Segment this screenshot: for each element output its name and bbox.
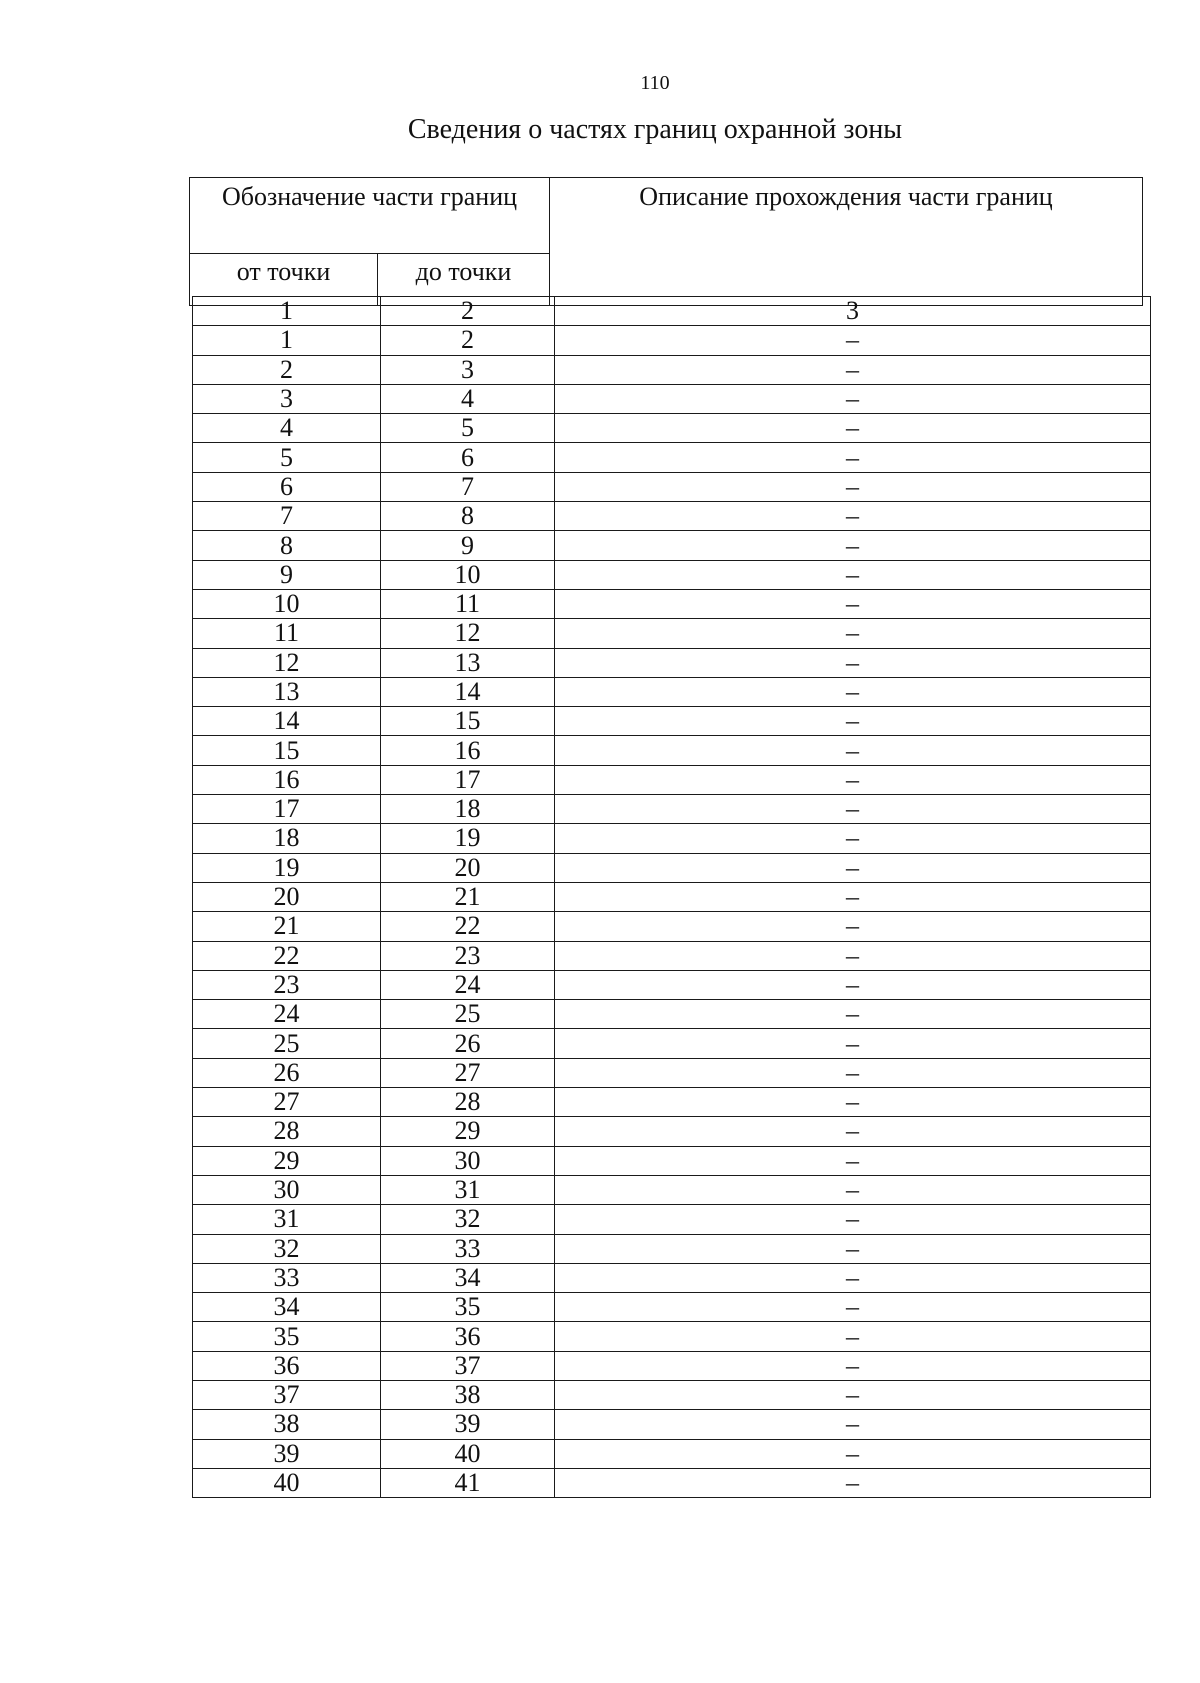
- description-cell: –: [555, 1234, 1151, 1263]
- to-point-cell: 7: [381, 472, 555, 501]
- description-cell: –: [555, 1029, 1151, 1058]
- table-row: [193, 824, 1151, 853]
- table-row: [193, 1029, 1151, 1058]
- description-cell: –: [555, 1439, 1151, 1468]
- table-row: [193, 560, 1151, 589]
- from-point-cell: 20: [193, 882, 381, 911]
- description-cell: –: [555, 912, 1151, 941]
- from-point-cell: 10: [193, 589, 381, 618]
- to-point-cell: 8: [381, 502, 555, 531]
- table-row: [193, 472, 1151, 501]
- table-body: [193, 297, 1151, 1498]
- to-point-cell: 32: [381, 1205, 555, 1234]
- description-cell: –: [555, 560, 1151, 589]
- table-row: [193, 1351, 1151, 1380]
- table-row: [193, 765, 1151, 794]
- to-point-cell: 21: [381, 882, 555, 911]
- description-cell: –: [555, 1088, 1151, 1117]
- from-point-cell: 15: [193, 736, 381, 765]
- from-point-cell: 30: [193, 1175, 381, 1204]
- to-point-cell: 16: [381, 736, 555, 765]
- table-row: [193, 1293, 1151, 1322]
- table-row: [193, 912, 1151, 941]
- from-point-cell: 34: [193, 1293, 381, 1322]
- description-cell: –: [555, 648, 1151, 677]
- table-row: [193, 531, 1151, 560]
- table-row: [193, 443, 1151, 472]
- description-cell: –: [555, 326, 1151, 355]
- to-point-cell: 35: [381, 1293, 555, 1322]
- to-point-cell: 14: [381, 677, 555, 706]
- table-row: [193, 355, 1151, 384]
- header-boundary-description: Описание прохождения части границ: [550, 178, 1143, 306]
- from-point-cell: 38: [193, 1410, 381, 1439]
- from-point-cell: 32: [193, 1234, 381, 1263]
- to-point-cell: 29: [381, 1117, 555, 1146]
- description-cell: –: [555, 619, 1151, 648]
- to-point-cell: 19: [381, 824, 555, 853]
- column-number: 3: [555, 297, 1151, 326]
- description-cell: –: [555, 882, 1151, 911]
- from-point-cell: 28: [193, 1117, 381, 1146]
- column-number: 2: [381, 297, 555, 326]
- to-point-cell: 18: [381, 795, 555, 824]
- from-point-cell: 21: [193, 912, 381, 941]
- from-point-cell: 40: [193, 1468, 381, 1497]
- to-point-cell: 41: [381, 1468, 555, 1497]
- table-header: [189, 177, 1143, 306]
- from-point-cell: 11: [193, 619, 381, 648]
- to-point-cell: 36: [381, 1322, 555, 1351]
- table-row: [193, 707, 1151, 736]
- from-point-cell: 39: [193, 1439, 381, 1468]
- header-boundary-designation: Обозначение части границ: [190, 178, 550, 254]
- to-point-cell: 39: [381, 1410, 555, 1439]
- to-point-cell: 34: [381, 1263, 555, 1292]
- to-point-cell: 30: [381, 1146, 555, 1175]
- to-point-cell: 15: [381, 707, 555, 736]
- to-point-cell: 26: [381, 1029, 555, 1058]
- to-point-cell: 25: [381, 1000, 555, 1029]
- table-row: [193, 619, 1151, 648]
- to-point-cell: 5: [381, 414, 555, 443]
- from-point-cell: 18: [193, 824, 381, 853]
- to-point-cell: 28: [381, 1088, 555, 1117]
- table-row: [193, 853, 1151, 882]
- to-point-cell: 22: [381, 912, 555, 941]
- to-point-cell: 13: [381, 648, 555, 677]
- description-cell: –: [555, 1263, 1151, 1292]
- description-cell: –: [555, 1117, 1151, 1146]
- table-row: [193, 1468, 1151, 1497]
- description-cell: –: [555, 824, 1151, 853]
- to-point-cell: 38: [381, 1380, 555, 1409]
- description-cell: –: [555, 443, 1151, 472]
- from-point-cell: 31: [193, 1205, 381, 1234]
- description-cell: –: [555, 707, 1151, 736]
- description-cell: –: [555, 589, 1151, 618]
- to-point-cell: 17: [381, 765, 555, 794]
- from-point-cell: 23: [193, 970, 381, 999]
- description-cell: –: [555, 1000, 1151, 1029]
- to-point-cell: 33: [381, 1234, 555, 1263]
- table-row: [193, 414, 1151, 443]
- table-row: [193, 1000, 1151, 1029]
- table-row: [193, 941, 1151, 970]
- table-row: [193, 1380, 1151, 1409]
- description-cell: –: [555, 1351, 1151, 1380]
- to-point-cell: 2: [381, 326, 555, 355]
- to-point-cell: 24: [381, 970, 555, 999]
- table-row: [193, 677, 1151, 706]
- to-point-cell: 11: [381, 589, 555, 618]
- description-cell: –: [555, 941, 1151, 970]
- table-row: [193, 326, 1151, 355]
- to-point-cell: 3: [381, 355, 555, 384]
- to-point-cell: 4: [381, 384, 555, 413]
- from-point-cell: 8: [193, 531, 381, 560]
- table-row: [193, 502, 1151, 531]
- description-cell: –: [555, 795, 1151, 824]
- from-point-cell: 37: [193, 1380, 381, 1409]
- table-row: [193, 1263, 1151, 1292]
- to-point-cell: 10: [381, 560, 555, 589]
- from-point-cell: 24: [193, 1000, 381, 1029]
- column-number: 1: [193, 297, 381, 326]
- from-point-cell: 2: [193, 355, 381, 384]
- from-point-cell: 19: [193, 853, 381, 882]
- to-point-cell: 40: [381, 1439, 555, 1468]
- description-cell: –: [555, 1468, 1151, 1497]
- table-row: [193, 970, 1151, 999]
- table-row: [193, 1058, 1151, 1087]
- description-cell: –: [555, 1293, 1151, 1322]
- table-row: [193, 648, 1151, 677]
- description-cell: –: [555, 384, 1151, 413]
- table-row: [193, 795, 1151, 824]
- from-point-cell: 14: [193, 707, 381, 736]
- table-row: [193, 1439, 1151, 1468]
- to-point-cell: 31: [381, 1175, 555, 1204]
- description-cell: –: [555, 1322, 1151, 1351]
- table-row: [193, 1322, 1151, 1351]
- description-cell: –: [555, 1175, 1151, 1204]
- table-row: [193, 1205, 1151, 1234]
- table-row: [193, 1175, 1151, 1204]
- to-point-cell: 20: [381, 853, 555, 882]
- table-row: [193, 1410, 1151, 1439]
- from-point-cell: 3: [193, 384, 381, 413]
- to-point-cell: 37: [381, 1351, 555, 1380]
- table-row: [193, 589, 1151, 618]
- from-point-cell: 12: [193, 648, 381, 677]
- header-to-point: до точки: [378, 254, 550, 306]
- page-number: 110: [640, 72, 670, 94]
- table-row: [193, 1117, 1151, 1146]
- table-row: [193, 736, 1151, 765]
- to-point-cell: 27: [381, 1058, 555, 1087]
- description-cell: –: [555, 1205, 1151, 1234]
- from-point-cell: 22: [193, 941, 381, 970]
- from-point-cell: 36: [193, 1351, 381, 1380]
- from-point-cell: 9: [193, 560, 381, 589]
- from-point-cell: 17: [193, 795, 381, 824]
- table-row: [193, 384, 1151, 413]
- from-point-cell: 33: [193, 1263, 381, 1292]
- to-point-cell: 12: [381, 619, 555, 648]
- from-point-cell: 27: [193, 1088, 381, 1117]
- from-point-cell: 35: [193, 1322, 381, 1351]
- description-cell: –: [555, 853, 1151, 882]
- from-point-cell: 7: [193, 502, 381, 531]
- from-point-cell: 13: [193, 677, 381, 706]
- from-point-cell: 5: [193, 443, 381, 472]
- description-cell: –: [555, 736, 1151, 765]
- description-cell: –: [555, 355, 1151, 384]
- description-cell: –: [555, 1380, 1151, 1409]
- boundary-parts-table: [192, 296, 1151, 1498]
- description-cell: –: [555, 414, 1151, 443]
- to-point-cell: 6: [381, 443, 555, 472]
- to-point-cell: 9: [381, 531, 555, 560]
- description-cell: –: [555, 531, 1151, 560]
- page-title: Сведения о частях границ охранной зоны: [407, 114, 903, 145]
- from-point-cell: 4: [193, 414, 381, 443]
- from-point-cell: 1: [193, 326, 381, 355]
- description-cell: –: [555, 502, 1151, 531]
- table-row: [193, 882, 1151, 911]
- description-cell: –: [555, 1058, 1151, 1087]
- from-point-cell: 26: [193, 1058, 381, 1087]
- from-point-cell: 25: [193, 1029, 381, 1058]
- description-cell: –: [555, 472, 1151, 501]
- table-row: [193, 1088, 1151, 1117]
- from-point-cell: 29: [193, 1146, 381, 1175]
- description-cell: –: [555, 677, 1151, 706]
- table-row: [193, 1146, 1151, 1175]
- from-point-cell: 6: [193, 472, 381, 501]
- header-from-point: от точки: [190, 254, 378, 306]
- to-point-cell: 23: [381, 941, 555, 970]
- description-cell: –: [555, 1410, 1151, 1439]
- description-cell: –: [555, 765, 1151, 794]
- description-cell: –: [555, 970, 1151, 999]
- column-numbers-row: [193, 297, 1151, 326]
- from-point-cell: 16: [193, 765, 381, 794]
- table-row: [193, 1234, 1151, 1263]
- description-cell: –: [555, 1146, 1151, 1175]
